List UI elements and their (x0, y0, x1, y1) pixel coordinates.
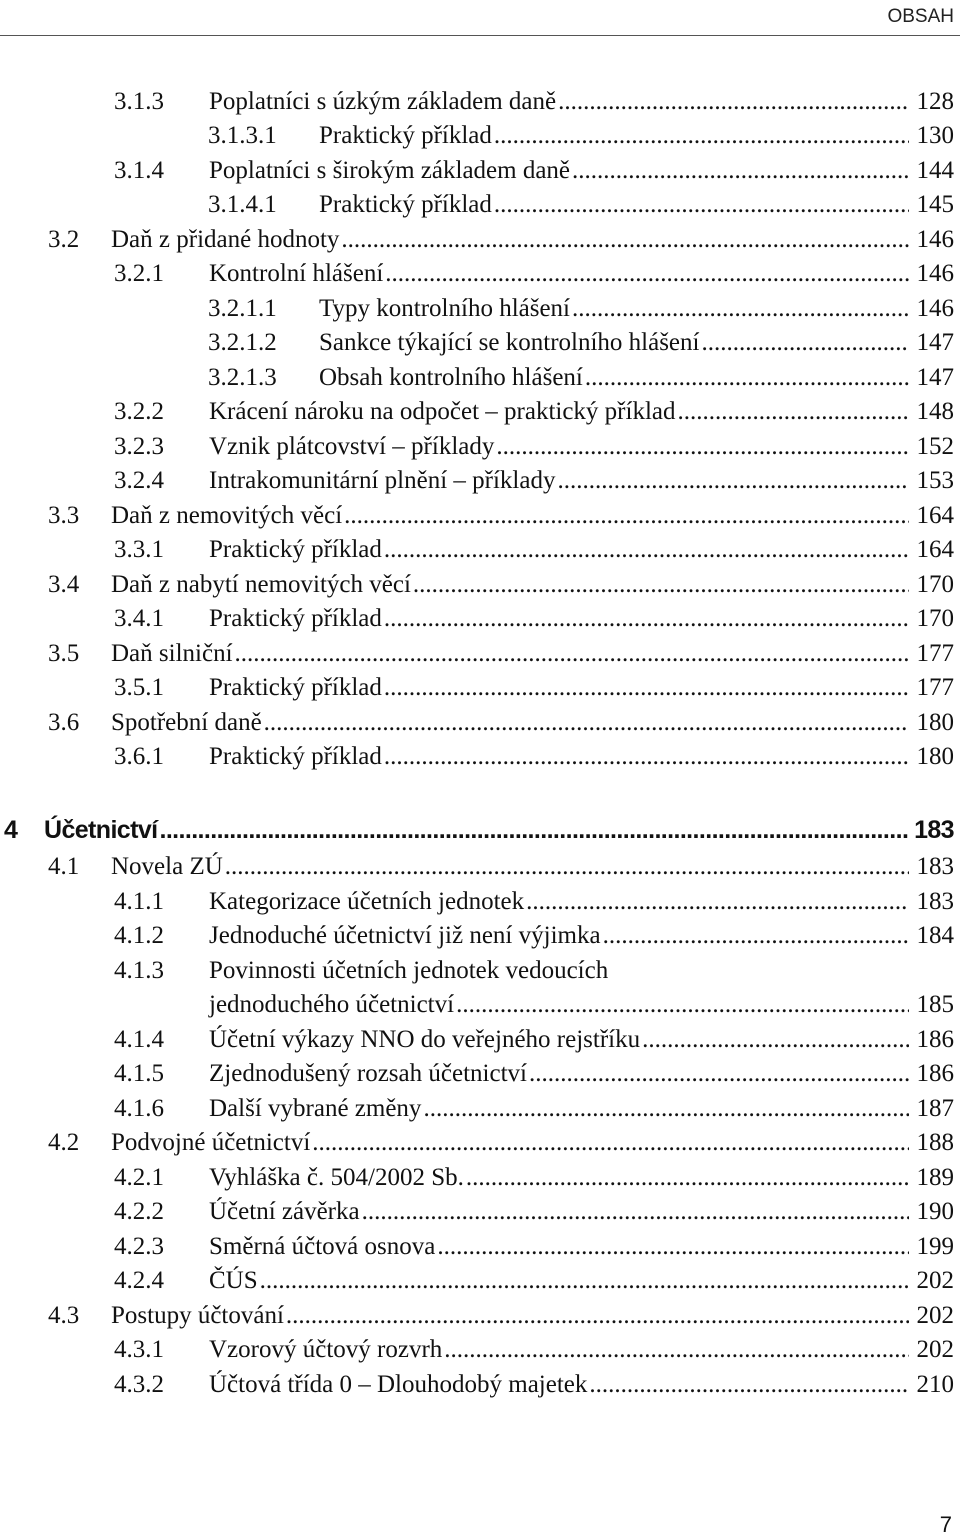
toc-leader (286, 1302, 909, 1330)
toc-title: Daň z nemovitých věcí (111, 502, 343, 529)
toc-title: Praktický příklad (209, 743, 382, 770)
toc-title: Podvojné účetnictví (111, 1129, 311, 1156)
toc-entry[interactable] (114, 157, 954, 191)
toc-leader (494, 122, 909, 150)
toc-entry[interactable] (114, 536, 954, 570)
toc-page: 145 (916, 191, 954, 218)
toc-title: Spotřební daně (111, 709, 262, 736)
toc-entry[interactable] (208, 191, 954, 225)
toc-number: 4.2.3 (114, 1233, 164, 1260)
toc-chapter-title: Účetnictví (44, 816, 158, 844)
toc-number: 4.1.2 (114, 922, 164, 949)
toc-entry[interactable] (208, 295, 954, 329)
toc-leader (341, 226, 909, 254)
toc-title: Praktický příklad (209, 605, 382, 632)
toc-title: Intrakomunitární plnění – příklady (209, 467, 556, 494)
toc-title: Povinnosti účetních jednotek vedoucích (209, 957, 609, 984)
toc-leader (572, 157, 909, 185)
toc-title: Další vybrané změny (209, 1095, 422, 1122)
toc-page: 164 (916, 536, 954, 563)
toc-page: 152 (916, 433, 954, 460)
header-rule (0, 35, 960, 36)
toc-page: 189 (916, 1164, 954, 1191)
toc-chapter-entry[interactable] (4, 816, 954, 850)
toc-number: 4.3.1 (114, 1336, 164, 1363)
toc-number: 3.2.1 (114, 260, 164, 287)
toc-leader (466, 1164, 909, 1192)
toc-number: 3.2.2 (114, 398, 164, 425)
toc-title: Praktický příklad (209, 674, 382, 701)
toc-page: 130 (916, 122, 954, 149)
toc-page: 184 (916, 922, 954, 949)
toc-entry[interactable] (114, 743, 954, 777)
page-number: 7 (939, 1512, 952, 1537)
toc-leader (589, 1371, 909, 1399)
toc-leader (642, 1026, 909, 1054)
toc-page: 147 (916, 329, 954, 356)
toc-entry[interactable] (114, 433, 954, 467)
toc-chapter-page: 183 (914, 816, 954, 844)
toc-number: 3.3 (48, 502, 80, 529)
toc-entry[interactable] (114, 1198, 954, 1232)
toc-page: 177 (916, 674, 954, 701)
toc-title: Krácení nároku na odpočet – praktický příklad (209, 398, 676, 425)
toc-entry[interactable] (48, 853, 954, 887)
toc-number: 4.1.6 (114, 1095, 164, 1122)
toc-entry[interactable] (114, 1164, 954, 1198)
toc-page: 199 (916, 1233, 954, 1260)
toc-entry[interactable] (48, 226, 954, 260)
toc-entry[interactable] (48, 1129, 954, 1163)
toc-entry[interactable] (114, 88, 954, 122)
toc-title: Obsah kontrolního hlášení (319, 364, 583, 391)
toc-entry[interactable] (114, 1095, 954, 1129)
toc-page: 170 (916, 571, 954, 598)
toc-title: Daň silniční (111, 640, 233, 667)
toc-number: 3.1.4 (114, 157, 164, 184)
toc-number: 3.2.1.2 (208, 329, 277, 356)
toc-number: 3.4 (48, 571, 80, 598)
toc-leader (159, 816, 909, 845)
toc-entry[interactable] (114, 922, 954, 956)
toc-page: 183 (916, 888, 954, 915)
toc-number: 3.1.3 (114, 88, 164, 115)
toc-entry[interactable] (114, 467, 954, 501)
toc-leader (558, 88, 909, 116)
toc-entry-continuation[interactable] (114, 991, 954, 1025)
toc-leader (444, 1336, 909, 1364)
toc-page: 164 (916, 502, 954, 529)
toc-title: Praktický příklad (319, 191, 492, 218)
toc-title: Zjednodušený rozsah účetnictví (209, 1060, 527, 1087)
toc-page: 186 (916, 1060, 954, 1087)
toc-entry[interactable] (48, 709, 954, 743)
toc-entry[interactable] (114, 888, 954, 922)
toc-page: 153 (916, 467, 954, 494)
toc-number: 4.1.3 (114, 957, 164, 984)
toc-page: 147 (916, 364, 954, 391)
toc-page: 188 (916, 1129, 954, 1156)
toc-entry[interactable] (114, 1336, 954, 1370)
toc-entry[interactable] (114, 674, 954, 708)
toc-entry[interactable] (48, 502, 954, 536)
toc-leader (496, 433, 909, 461)
toc-leader (701, 329, 909, 357)
toc-title: ČÚS (209, 1267, 258, 1294)
toc-leader (264, 709, 909, 737)
toc-leader (678, 398, 910, 426)
toc-leader (526, 888, 909, 916)
toc-leader (235, 640, 909, 668)
toc-number: 4.3.2 (114, 1371, 164, 1398)
toc-leader (437, 1233, 909, 1261)
toc-leader (384, 743, 909, 771)
toc-title: Vyhláška č. 504/2002 Sb. (209, 1164, 464, 1191)
toc-leader (260, 1267, 909, 1295)
toc-leader (384, 674, 909, 702)
toc-title: Praktický příklad (319, 122, 492, 149)
toc-entry-multiline[interactable] (114, 957, 954, 991)
toc-leader (603, 922, 909, 950)
toc-page: 180 (916, 743, 954, 770)
toc-page: 186 (916, 1026, 954, 1053)
toc-number: 3.1.3.1 (208, 122, 277, 149)
toc-title: Novela ZÚ (111, 853, 223, 880)
toc-number: 3.1.4.1 (208, 191, 277, 218)
toc-title: Vzorový účtový rozvrh (209, 1336, 443, 1363)
toc-title: Poplatníci s širokým základem daně (209, 157, 571, 184)
toc-page: 146 (916, 260, 954, 287)
toc-leader (557, 467, 909, 495)
toc-number: 4.2 (48, 1129, 80, 1156)
toc-leader (423, 1095, 909, 1123)
toc-page: 180 (916, 709, 954, 736)
toc-entry[interactable] (114, 1267, 954, 1301)
toc-title: Typy kontrolního hlášení (319, 295, 571, 322)
toc-title: Daň z přidané hodnoty (111, 226, 340, 253)
toc-page: 202 (916, 1336, 954, 1363)
toc-entry[interactable] (48, 640, 954, 674)
toc-entry[interactable] (48, 1302, 954, 1336)
toc-entry[interactable] (114, 605, 954, 639)
toc-title: Poplatníci s úzkým základem daně (209, 88, 557, 115)
toc-number: 3.5 (48, 640, 80, 667)
toc-number: 3.6.1 (114, 743, 164, 770)
toc-page: 185 (916, 991, 954, 1018)
toc-entry[interactable] (114, 1060, 954, 1094)
toc-leader (362, 1198, 909, 1226)
toc-leader (384, 605, 909, 633)
toc-title: Postupy účtování (111, 1302, 284, 1329)
toc-leader (312, 1129, 909, 1157)
toc-number: 4.3 (48, 1302, 80, 1329)
toc-number: 3.6 (48, 709, 80, 736)
toc-number: 3.2.1.3 (208, 364, 277, 391)
toc-page: 144 (916, 157, 954, 184)
toc-title: Účetní výkazy NNO do veřejného rejstříku (209, 1026, 641, 1053)
toc-entry[interactable] (114, 1233, 954, 1267)
toc-title: Vznik plátcovství – příklady (209, 433, 495, 460)
toc-leader (456, 991, 909, 1019)
toc-number: 4.2.2 (114, 1198, 164, 1225)
toc-page: 202 (916, 1302, 954, 1329)
toc-number: 4.1.4 (114, 1026, 164, 1053)
toc-number: 4.1 (48, 853, 80, 880)
toc-page: 146 (916, 295, 954, 322)
toc-page: 210 (916, 1371, 954, 1398)
toc-number: 4.1.5 (114, 1060, 164, 1087)
toc-title-continuation: jednoduchého účetnictví (209, 991, 455, 1018)
toc-leader (344, 502, 909, 530)
toc-leader (494, 191, 909, 219)
toc-number: 3.2.4 (114, 467, 164, 494)
toc-leader (585, 364, 909, 392)
toc-title: Kontrolní hlášení (209, 260, 384, 287)
toc-entry[interactable] (114, 1026, 954, 1060)
toc-leader (529, 1060, 909, 1088)
toc-entry[interactable] (208, 364, 954, 398)
toc-page: 128 (916, 88, 954, 115)
toc-page: 190 (916, 1198, 954, 1225)
toc-entry[interactable] (114, 260, 954, 294)
toc-number: 4.1.1 (114, 888, 164, 915)
toc-title: Daň z nabytí nemovitých věcí (111, 571, 411, 598)
toc-leader (413, 571, 909, 599)
toc-title: Sankce týkající se kontrolního hlášení (319, 329, 700, 356)
toc-number: 3.2.3 (114, 433, 164, 460)
running-header: OBSAH (887, 6, 954, 27)
toc-entry[interactable] (208, 122, 954, 156)
toc-leader (572, 295, 909, 323)
toc-page: 170 (916, 605, 954, 632)
toc-page: 202 (916, 1267, 954, 1294)
toc-title: Účetní závěrka (209, 1198, 360, 1225)
toc-leader (385, 260, 909, 288)
toc-entry[interactable] (208, 329, 954, 363)
toc-entry[interactable] (114, 398, 954, 432)
toc-title: Účtová třída 0 – Dlouhodobý majetek (209, 1371, 588, 1398)
toc-number: 3.3.1 (114, 536, 164, 563)
toc-number: 4.2.1 (114, 1164, 164, 1191)
toc-number: 3.4.1 (114, 605, 164, 632)
toc-page: 177 (916, 640, 954, 667)
toc-number: 4.2.4 (114, 1267, 164, 1294)
toc-entry[interactable] (114, 1371, 954, 1405)
toc-leader (384, 536, 909, 564)
toc-title: Praktický příklad (209, 536, 382, 563)
toc-number: 3.2 (48, 226, 80, 253)
toc-page: 183 (916, 853, 954, 880)
toc-chapter-number: 4 (4, 816, 18, 844)
toc-page: 187 (916, 1095, 954, 1122)
toc-page: 148 (916, 398, 954, 425)
toc-page: 146 (916, 226, 954, 253)
toc-title: Jednoduché účetnictví již není výjimka (209, 922, 601, 949)
toc-number: 3.2.1.1 (208, 295, 277, 322)
toc-entry[interactable] (48, 571, 954, 605)
toc-title: Směrná účtová osnova (209, 1233, 436, 1260)
toc-title: Kategorizace účetních jednotek (209, 888, 525, 915)
toc-number: 3.5.1 (114, 674, 164, 701)
toc-leader (225, 853, 909, 881)
